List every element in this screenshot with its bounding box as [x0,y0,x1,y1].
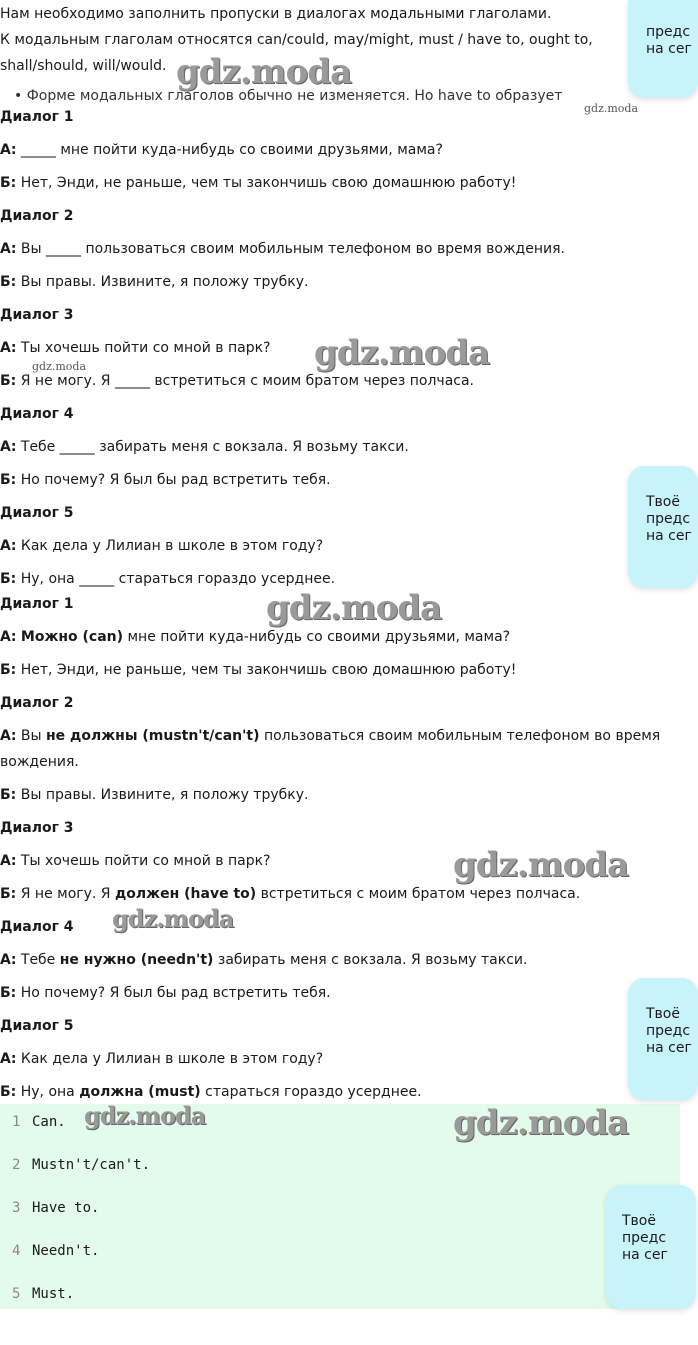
exercise-1-line-a: А: _____ мне пойти куда-нибудь со своими друзьями, мама? [0,142,443,158]
solution-3-line-a: А: Ты хочешь пойти со мной в парк? [0,853,271,869]
intro-line-3: shall/should, will/would. [0,58,167,74]
solution-1-line-b: Б: Нет, Энди, не раньше, чем ты закончишь свою домашнюю работу! [0,662,517,678]
solution-5-line-a: А: Как дела у Лилиан в школе в этом году? [0,1051,324,1067]
exercise-heading-4: Диалог 4 [0,406,74,422]
solution-2-line-a: А: Вы не должны (mustn't/can't) пользоваться своим мобильным телефоном во время [0,728,661,744]
solution-1-line-a: А: Можно (can) мне пойти куда-нибудь со своими друзьями, мама? [0,629,511,645]
exercise-2-line-b: Б: Вы правы. Извините, я положу трубку. [0,274,309,290]
watermark-logo-small: gdz.moda [584,102,639,115]
watermark-logo: gdz.moda [453,1103,629,1143]
intro-cut-line: • Форме модальных глаголов обычно не изменяется. Но have to образует [14,88,563,104]
solution-3-line-b: Б: Я не могу. Я должен (have to) встретиться с моим братом через полчаса. [0,886,581,902]
watermark-logo: gdz.moda [453,845,629,885]
exercise-heading-2: Диалог 2 [0,208,74,224]
intro-line-1: Нам необходимо заполнить пропуски в диалогах модальными глаголами. [0,6,552,22]
watermark-logo-small: gdz.moda [32,360,87,373]
watermark-logo: gdz.moda [266,588,442,628]
promo-bubble[interactable]: предс на сег [628,0,698,98]
exercise-2-line-a: А: Вы _____ пользоваться своим мобильным телефоном во время вождения. [0,241,565,257]
solution-heading-2: Диалог 2 [0,695,74,711]
solution-5-line-b: Б: Ну, она должна (must) стараться гораздо усерднее. [0,1084,422,1100]
answer-item-2: 2 Mustn't/can't. [12,1157,151,1173]
promo-bubble[interactable]: Твоё предс на сег [628,466,698,588]
answer-item-1: 1 Can. [12,1114,66,1130]
solution-2-line-a-wrap: вождения. [0,754,79,770]
exercise-4-line-a: А: Тебе _____ забирать меня с вокзала. Я возьму такси. [0,439,409,455]
promo-bubble[interactable]: Твоё предс на сег [628,978,698,1100]
exercise-5-line-b: Б: Ну, она _____ стараться гораздо усерднее. [0,571,336,587]
watermark-logo: gdz.moda [112,904,234,933]
solution-heading-3: Диалог 3 [0,820,74,836]
exercise-heading-1: Диалог 1 [0,109,74,125]
promo-bubble[interactable]: Твоё предс на сег [606,1185,696,1309]
answer-item-3: 3 Have to. [12,1200,100,1216]
exercise-heading-3: Диалог 3 [0,307,74,323]
answer-item-5: 5 Must. [12,1286,75,1302]
solution-4-line-b: Б: Но почему? Я был бы рад встретить тебя. [0,985,331,1001]
solution-4-line-a: А: Тебе не нужно (needn't) забирать меня с вокзала. Я возьму такси. [0,952,528,968]
exercise-3-line-a: А: Ты хочешь пойти со мной в парк? [0,340,271,356]
solution-heading-5: Диалог 5 [0,1018,74,1034]
solution-heading-1: Диалог 1 [0,596,74,612]
watermark-logo: gdz.moda [176,52,352,92]
intro-line-2: К модальным глаголам относятся can/could, may/might, must / have to, ought to, [0,32,593,48]
watermark-logo: gdz.moda [84,1101,206,1130]
exercise-4-line-b: Б: Но почему? Я был бы рад встретить тебя. [0,472,331,488]
answer-item-4: 4 Needn't. [12,1243,100,1259]
solution-2-line-b: Б: Вы правы. Извините, я положу трубку. [0,787,309,803]
solution-heading-4: Диалог 4 [0,919,74,935]
exercise-5-line-a: А: Как дела у Лилиан в школе в этом году? [0,538,324,554]
exercise-heading-5: Диалог 5 [0,505,74,521]
exercise-3-line-b: Б: Я не могу. Я _____ встретиться с моим братом через полчаса. [0,373,474,389]
watermark-logo: gdz.moda [314,333,490,373]
exercise-1-line-b: Б: Нет, Энди, не раньше, чем ты закончишь свою домашнюю работу! [0,175,517,191]
